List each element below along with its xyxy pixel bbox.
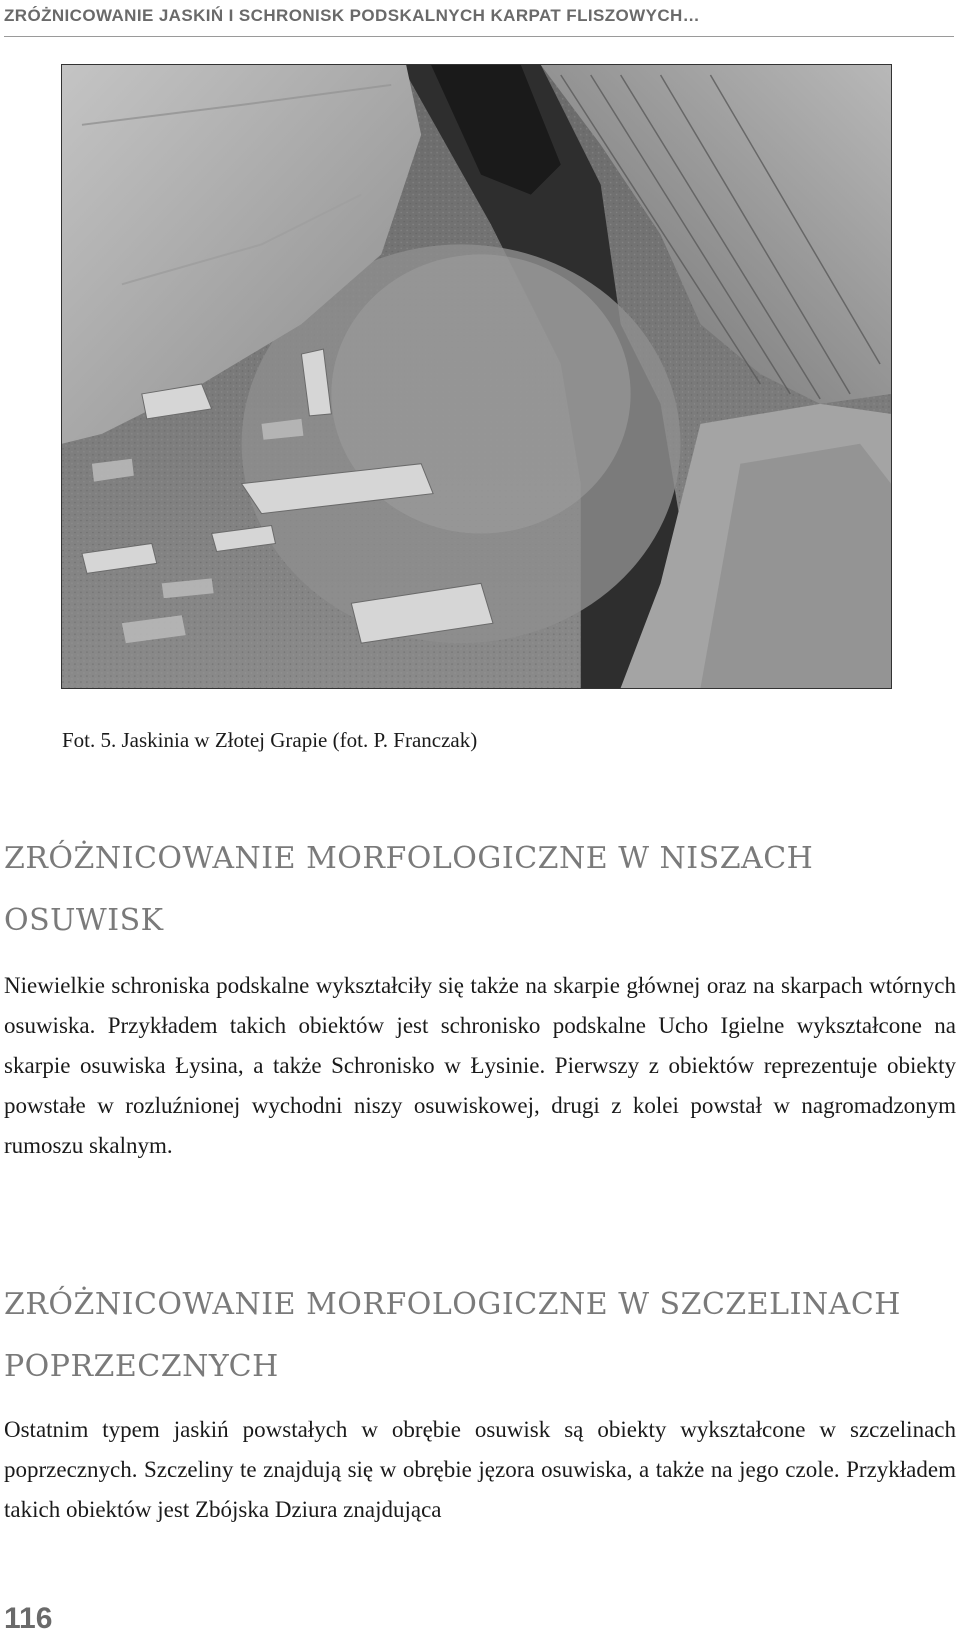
page-number: 116 bbox=[4, 1602, 53, 1635]
cave-photograph bbox=[61, 64, 892, 689]
section-paragraph-niches: Niewielkie schroniska podskalne wykształciły się także na skarpie głównej oraz na skarpach wtórnych osuwiska. Przykładem takich obiektów jest schronisko podskalne Ucho Igielne wykształcone na skarpie osuwiska Łysina, a także Schronisko w Łysinie. Pierwszy z obiektów reprezentuje obiekty powstałe w rozluźnionej wychodni niszy osuwiskowej, drugi z kolei powstał w nagromadzonym rumoszu skalnym. bbox=[4, 973, 956, 1158]
section-heading-niches: ZRÓŻNICOWANIE MORFOLOGICZNE W NISZACH OSUWISK bbox=[4, 841, 814, 938]
figure-caption: Fot. 5. Jaskinia w Złotej Grapie (fot. P. Franczak) bbox=[62, 728, 478, 752]
section-paragraph-fissures: Ostatnim typem jaskiń powstałych w obrębie osuwisk są obiekty wykształcone w szczelinach poprzecznych. Szczeliny te znajdują się w obrębie jęzora osuwiska, a także na jego czole. Przykładem takich obiektów jest Zbójska Dziura znajdująca bbox=[4, 1417, 956, 1522]
running-head: ZRÓŻNICOWANIE JASKIŃ I SCHRONISK PODSKALNYCH KARPAT FLISZOWYCH… bbox=[4, 6, 954, 37]
section-heading-fissures: ZRÓŻNICOWANIE MORFOLOGICZNE W SZCZELINACH POPRZECZNYCH bbox=[4, 1287, 901, 1384]
cave-photo-image bbox=[62, 65, 891, 688]
